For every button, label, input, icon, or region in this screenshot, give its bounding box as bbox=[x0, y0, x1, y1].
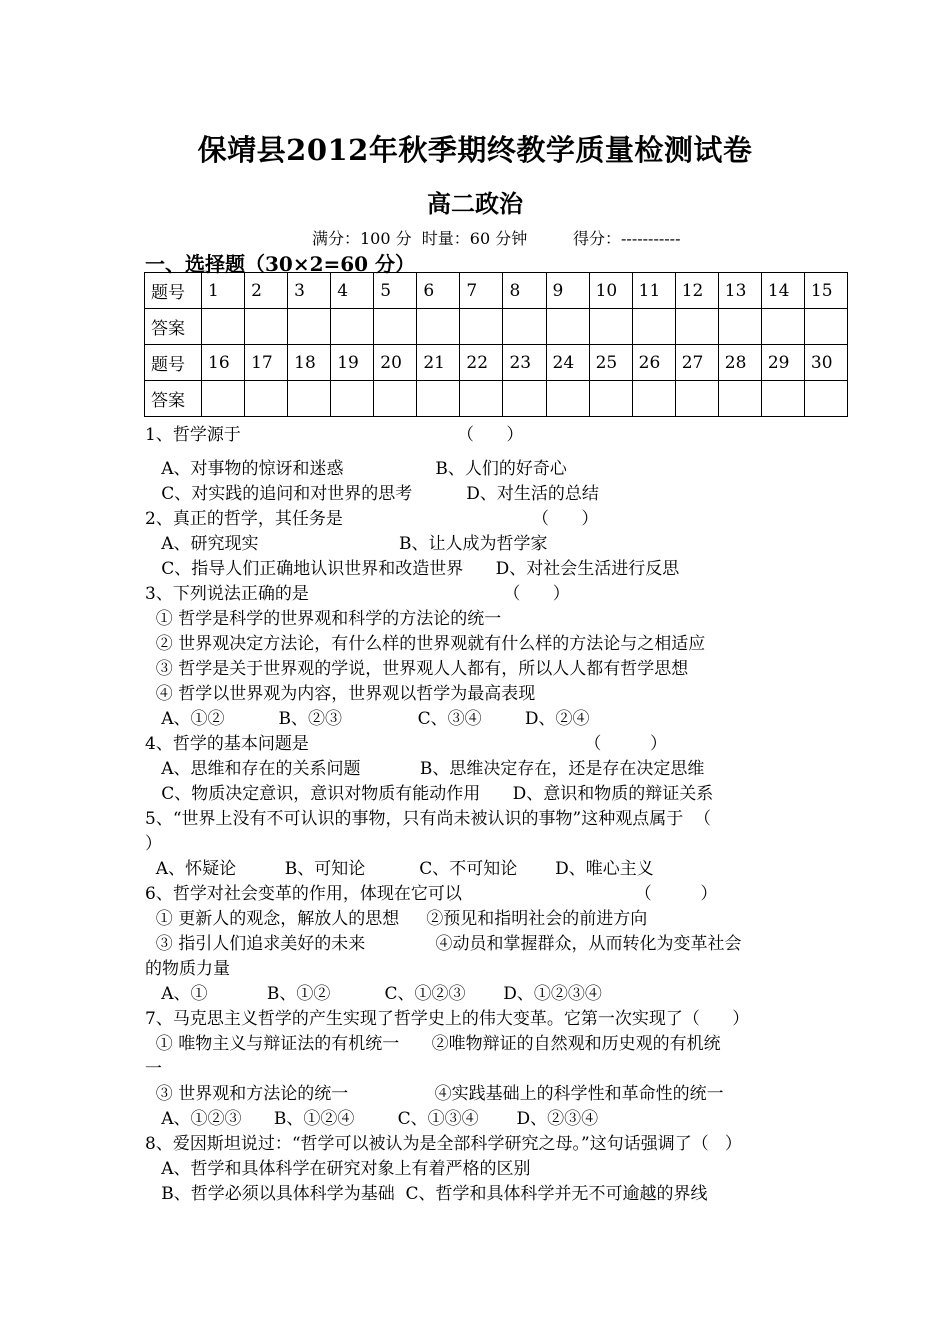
answer-cell[interactable] bbox=[761, 309, 804, 345]
question-line: ③ 世界观和方法论的统一 ④实践基础上的科学性和革命性的统一 bbox=[145, 1084, 724, 1104]
question-line: A、①②③ B、①②④ C、①③④ D、②③④ bbox=[145, 1109, 599, 1129]
answer-cell[interactable] bbox=[288, 381, 331, 417]
answer-cell[interactable] bbox=[331, 309, 374, 345]
question-number-cell: 14 bbox=[761, 273, 804, 309]
question-number-cell: 3 bbox=[288, 273, 331, 309]
question-number-cell: 17 bbox=[245, 345, 288, 381]
question-number-cell: 4 bbox=[331, 273, 374, 309]
question-number-cell: 13 bbox=[718, 273, 761, 309]
question-number-cell: 29 bbox=[761, 345, 804, 381]
answer-cell[interactable] bbox=[718, 309, 761, 345]
answer-cell[interactable] bbox=[589, 309, 632, 345]
answer-cell[interactable] bbox=[245, 381, 288, 417]
question-line: ① 唯物主义与辩证法的有机统一 ②唯物辩证的自然观和历史观的有机统 bbox=[145, 1034, 721, 1054]
question-line: ① 哲学是科学的世界观和科学的方法论的统一 bbox=[145, 609, 502, 629]
answer-cell[interactable] bbox=[374, 309, 417, 345]
question-number-cell: 16 bbox=[202, 345, 245, 381]
question-line: 5、“世界上没有不可认识的事物，只有尚未被认识的事物”这种观点属于 （ bbox=[145, 809, 712, 829]
question-line: A、①② B、②③ C、③④ D、②④ bbox=[145, 709, 590, 729]
question-line: 一 bbox=[145, 1059, 162, 1079]
answer-cell[interactable] bbox=[460, 381, 503, 417]
answer-cell[interactable] bbox=[804, 309, 847, 345]
question-number-cell: 11 bbox=[632, 273, 675, 309]
question-number-cell: 20 bbox=[374, 345, 417, 381]
answer-grid-row bbox=[145, 273, 848, 309]
question-line: 7、马克思主义哲学的产生实现了哲学史上的伟大变革。它第一次实现了（ ） bbox=[145, 1009, 750, 1029]
question-line: ① 更新人的观念，解放人的思想 ②预见和指明社会的前进方向 bbox=[145, 909, 648, 929]
score-line: 满分：100 分 时量：60 分钟 得分：----------- bbox=[312, 229, 681, 248]
question-line: A、哲学和具体科学在研究对象上有着严格的区别 bbox=[145, 1159, 531, 1179]
question-number-label: 题号 bbox=[145, 345, 202, 381]
question-number-cell: 1 bbox=[202, 273, 245, 309]
question-number-cell: 10 bbox=[589, 273, 632, 309]
answer-label: 答案 bbox=[145, 309, 202, 345]
question-number-cell: 22 bbox=[460, 345, 503, 381]
question-number-cell: 26 bbox=[632, 345, 675, 381]
answer-grid-row bbox=[145, 309, 848, 345]
answer-label: 答案 bbox=[145, 381, 202, 417]
answer-cell[interactable] bbox=[675, 381, 718, 417]
question-number-cell: 27 bbox=[675, 345, 718, 381]
question-line: A、对事物的惊讶和迷惑 B、人们的好奇心 bbox=[145, 459, 567, 479]
question-number-cell: 19 bbox=[331, 345, 374, 381]
answer-grid-row bbox=[145, 345, 848, 381]
answer-cell[interactable] bbox=[804, 381, 847, 417]
question-line: C、指导人们正确地认识世界和改造世界 D、对社会生活进行反思 bbox=[145, 559, 680, 579]
question-number-cell: 9 bbox=[546, 273, 589, 309]
question-line: A、① B、①② C、①②③ D、①②③④ bbox=[145, 984, 602, 1004]
question-number-cell: 28 bbox=[718, 345, 761, 381]
question-number-cell: 18 bbox=[288, 345, 331, 381]
question-line: 1、哲学源于 （ ） bbox=[145, 425, 524, 445]
question-number-cell: 5 bbox=[374, 273, 417, 309]
question-number-cell: 25 bbox=[589, 345, 632, 381]
question-line: 3、下列说法正确的是 （ ） bbox=[145, 584, 570, 604]
answer-cell[interactable] bbox=[761, 381, 804, 417]
answer-cell[interactable] bbox=[503, 309, 546, 345]
question-number-cell: 23 bbox=[503, 345, 546, 381]
answer-grid bbox=[144, 272, 848, 417]
answer-cell[interactable] bbox=[546, 309, 589, 345]
question-line: C、物质决定意识，意识对物质有能动作用 D、意识和物质的辩证关系 bbox=[145, 784, 714, 804]
exam-title: 保靖县2012年秋季期终教学质量检测试卷 bbox=[197, 133, 753, 167]
answer-cell[interactable] bbox=[632, 381, 675, 417]
question-number-cell: 21 bbox=[417, 345, 460, 381]
answer-cell[interactable] bbox=[632, 309, 675, 345]
question-number-cell: 6 bbox=[417, 273, 460, 309]
question-number-cell: 30 bbox=[804, 345, 847, 381]
question-line: 4、哲学的基本问题是 （ ） bbox=[145, 734, 668, 754]
answer-cell[interactable] bbox=[202, 309, 245, 345]
question-line: 6、哲学对社会变革的作用，体现在它可以 （ ） bbox=[145, 884, 718, 904]
question-line: 8、爱因斯坦说过：“哲学可以被认为是全部科学研究之母。”这句话强调了（ ） bbox=[145, 1134, 742, 1154]
answer-cell[interactable] bbox=[374, 381, 417, 417]
question-line: B、哲学必须以具体科学为基础 C、哲学和具体科学并无不可逾越的界线 bbox=[145, 1184, 708, 1204]
question-number-cell: 24 bbox=[546, 345, 589, 381]
section-title: 一、选择题（30×2=60 分） bbox=[145, 252, 416, 276]
answer-cell[interactable] bbox=[417, 309, 460, 345]
question-line: ③ 指引人们追求美好的未来 ④动员和掌握群众，从而转化为变革社会 bbox=[145, 934, 742, 954]
answer-cell[interactable] bbox=[288, 309, 331, 345]
answer-cell[interactable] bbox=[546, 381, 589, 417]
answer-cell[interactable] bbox=[202, 381, 245, 417]
answer-cell[interactable] bbox=[460, 309, 503, 345]
question-number-cell: 2 bbox=[245, 273, 288, 309]
answer-cell[interactable] bbox=[589, 381, 632, 417]
question-line: ② 世界观决定方法论，有什么样的世界观就有什么样的方法论与之相适应 bbox=[145, 634, 706, 654]
question-number-cell: 15 bbox=[804, 273, 847, 309]
answer-grid-row bbox=[145, 381, 848, 417]
question-number-cell: 7 bbox=[460, 273, 503, 309]
answer-cell[interactable] bbox=[331, 381, 374, 417]
answer-cell[interactable] bbox=[245, 309, 288, 345]
question-line: 的物质力量 bbox=[145, 959, 230, 979]
question-line: A、思维和存在的关系问题 B、思维决定存在，还是存在决定思维 bbox=[145, 759, 705, 779]
answer-cell[interactable] bbox=[417, 381, 460, 417]
question-line: A、研究现实 B、让人成为哲学家 bbox=[145, 534, 548, 554]
answer-cell[interactable] bbox=[503, 381, 546, 417]
question-line: C、对实践的追问和对世界的思考 D、对生活的总结 bbox=[145, 484, 599, 504]
answer-cell[interactable] bbox=[718, 381, 761, 417]
question-number-cell: 12 bbox=[675, 273, 718, 309]
question-line: ③ 哲学是关于世界观的学说，世界观人人都有，所以人人都有哲学思想 bbox=[145, 659, 689, 679]
question-line: ④ 哲学以世界观为内容，世界观以哲学为最高表现 bbox=[145, 684, 536, 704]
question-line: ） bbox=[145, 834, 162, 854]
question-number-label: 题号 bbox=[145, 273, 202, 309]
question-number-cell: 8 bbox=[503, 273, 546, 309]
question-line: A、怀疑论 B、可知论 C、不可知论 D、唯心主义 bbox=[145, 859, 654, 879]
exam-subject: 高二政治 bbox=[427, 189, 523, 218]
question-line: 2、真正的哲学，其任务是 （ ） bbox=[145, 509, 599, 529]
answer-cell[interactable] bbox=[675, 309, 718, 345]
